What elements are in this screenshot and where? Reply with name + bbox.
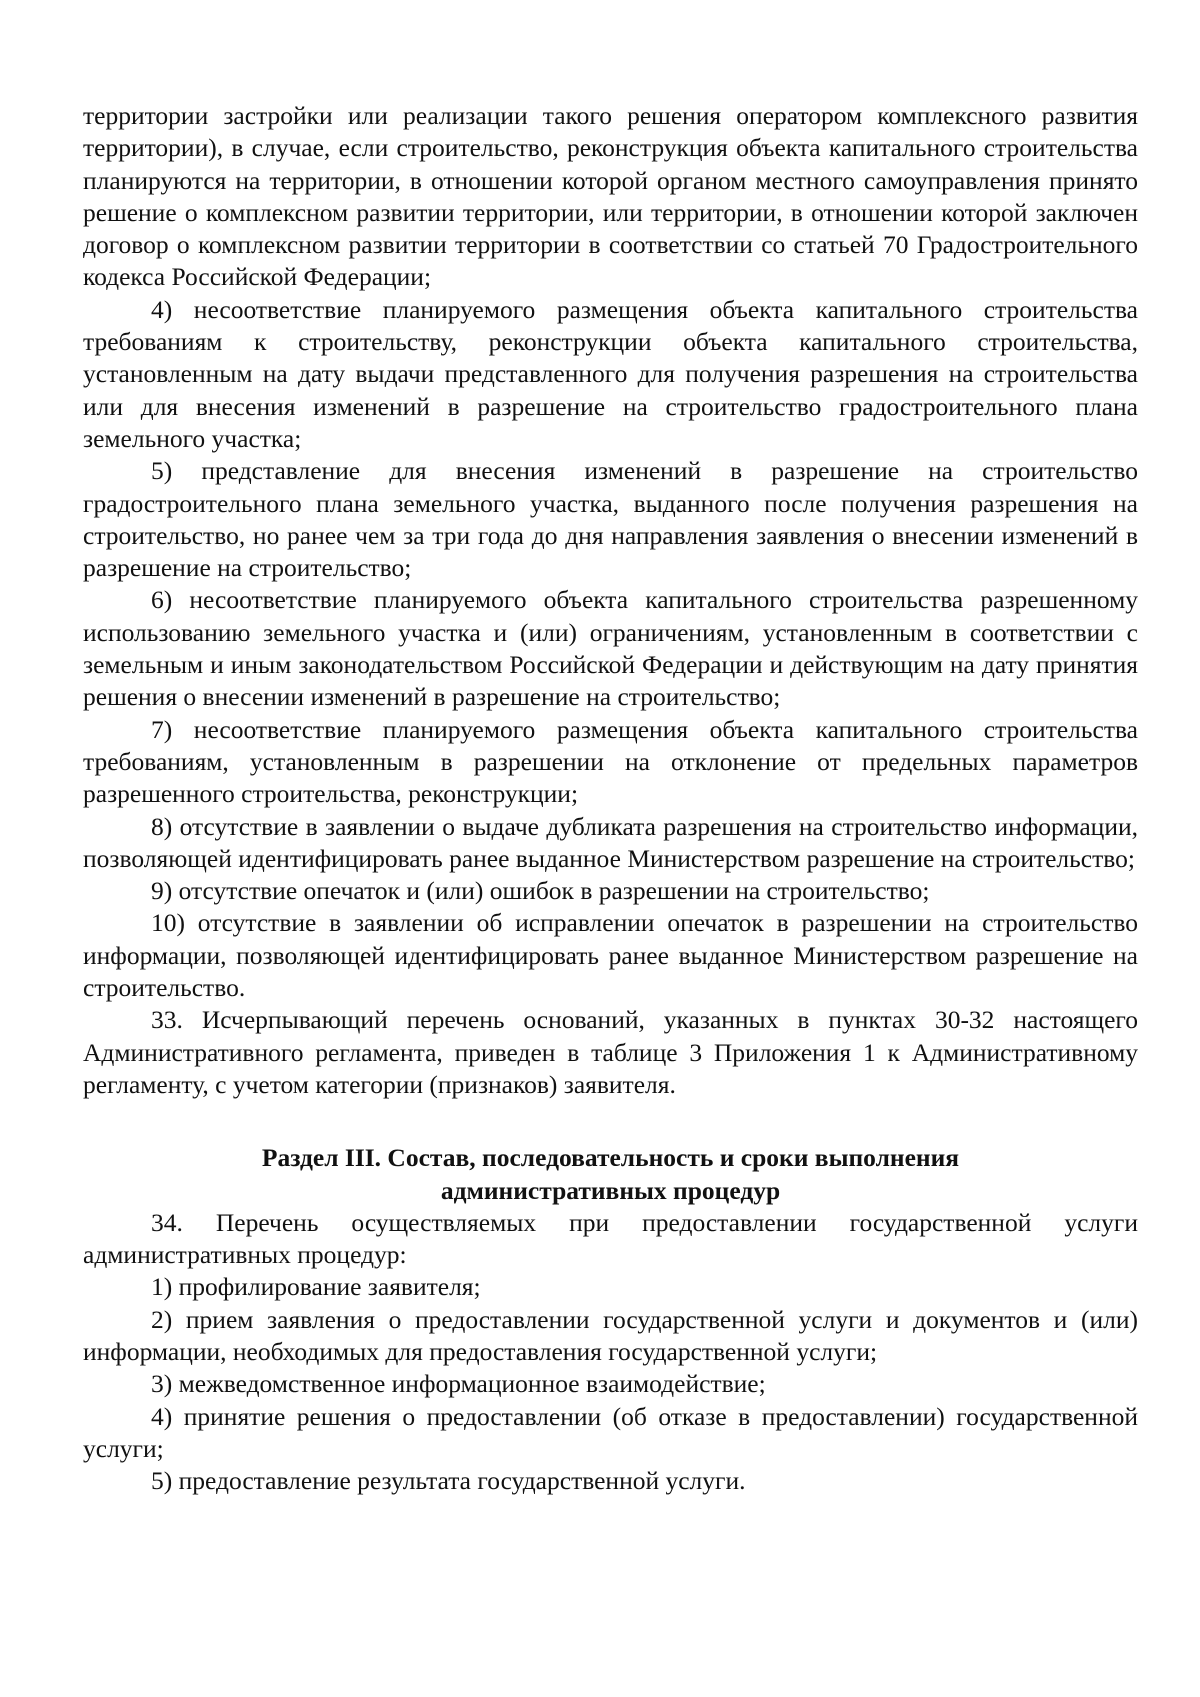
- paragraph-item-10: 10) отсутствие в заявлении об исправлении опечаток в разрешении на строительство информации, позволяющей идентифицировать ранее выданное Министерством разрешение на строительство.: [83, 908, 1138, 1003]
- procedure-item-2: 2) прием заявления о предоставлении государственной услуги и документов и (или) информации, необходимых для предоставления государственной услуги;: [83, 1304, 1138, 1366]
- paragraph-item-9: 9) отсутствие опечаток и (или) ошибок в разрешении на строительство;: [151, 876, 930, 906]
- section-heading-line-1: Раздел III. Состав, последовательность и сроки выполнения: [261, 1143, 960, 1173]
- paragraph-item-6: 6) несоответствие планируемого объекта капитального строительства разрешенному использованию земельного участка и (или) ограничениям, установленным в соответствии с земельным и иным законодательством Российской Федерации и действующим на дату принятия решения о внесении изменений в разрешение на строительство;: [83, 585, 1138, 712]
- procedure-item-1: 1) профилирование заявителя;: [151, 1272, 481, 1302]
- section-heading-line-2: административных процедур: [440, 1175, 781, 1205]
- paragraph-item-33: 33. Исчерпывающий перечень оснований, указанных в пунктах 30-32 настоящего Административного регламента, приведен в таблице 3 Приложения 1 к Административному регламенту, с учетом категории (признаков) заявителя.: [83, 1005, 1138, 1099]
- paragraph-item-8: 8) отсутствие в заявлении о выдаче дубликата разрешения на строительство информации, позволяющей идентифицировать ранее выданное Министерством разрешение на строительство;: [83, 811, 1138, 873]
- paragraph-continuation: территории застройки или реализации такого решения оператором комплексного развития территории), в случае, если строительство, реконструкция объекта капитального строительства планируются на территории, в отношении которой органом местного самоуправления принято решение о комплексном развитии территории, или территории, в отношении которой заключен договор о комплексном развитии территории в соответствии со статьей 70 Градостроительного кодекса Российской Федерации;: [83, 101, 1138, 292]
- procedure-item-5: 5) предоставление результата государственной услуги.: [151, 1466, 746, 1496]
- paragraph-item-4: 4) несоответствие планируемого размещения объекта капитального строительства требованиям к строительству, реконструкции объекта капитального строительства, установленным на дату выдачи представленного для получения разрешения на строительства или для внесения изменений в разрешение на строительство градостроительного плана земельного участка;: [83, 294, 1138, 453]
- document-body: [83, 100, 1138, 1497]
- section-heading: [83, 1142, 1138, 1207]
- procedure-item-3: 3) межведомственное информационное взаимодействие;: [151, 1369, 766, 1399]
- paragraph-item-5: 5) представление для внесения изменений в разрешение на строительство градостроительного плана земельного участка, выданного после получения разрешения на строительство, но ранее чем за три года до дня направления заявления о внесении изменений в разрешение на строительство;: [83, 456, 1138, 583]
- paragraph-item-34: 34. Перечень осуществляемых при предоставлении государственной услуги административных процедур:: [83, 1207, 1138, 1270]
- paragraph-item-7: 7) несоответствие планируемого размещения объекта капитального строительства требованиям, установленным в разрешении на отклонение от предельных параметров разрешенного строительства, реконструкции;: [83, 714, 1138, 809]
- procedure-item-4: 4) принятие решения о предоставлении (об отказе в предоставлении) государственной услуги;: [83, 1401, 1138, 1463]
